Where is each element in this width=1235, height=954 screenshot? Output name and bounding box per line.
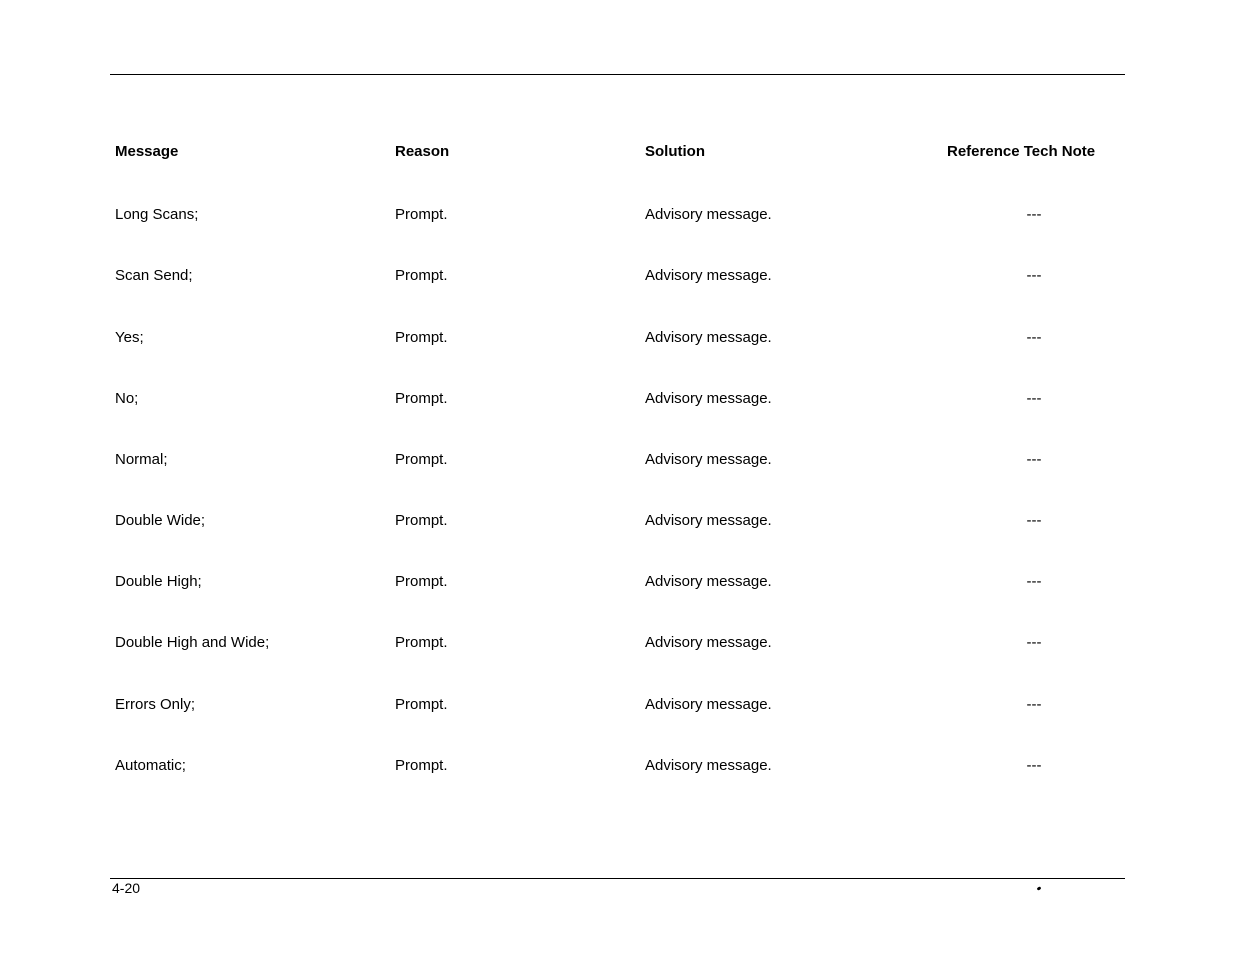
column-header-solution: Solution [645,143,705,160]
message-cell: Automatic; [115,757,186,774]
reason-cell: Prompt. [395,206,448,223]
message-cell: Double High and Wide; [115,634,270,651]
reason-cell: Prompt. [395,267,448,284]
reason-cell: Prompt. [395,634,448,651]
solution-cell: Advisory message. [645,267,772,284]
solution-cell: Advisory message. [645,206,772,223]
message-cell: Scan Send; [115,267,193,284]
message-cell: No; [115,390,139,407]
message-cell: Double High; [115,573,202,590]
message-cell: Normal; [115,451,168,468]
reference-cell: --- [1026,696,1042,713]
reference-cell: --- [1026,390,1042,407]
reference-cell: --- [1026,573,1042,590]
footer-rule [110,878,1125,879]
reference-cell: --- [1026,757,1042,774]
reference-cell: --- [1026,267,1042,284]
message-cell: Yes; [115,329,144,346]
column-header-reason: Reason [395,143,450,160]
solution-cell: Advisory message. [645,451,772,468]
reason-cell: Prompt. [395,390,448,407]
column-header-message: Message [115,143,179,160]
footer-mark [1037,886,1042,891]
reason-cell: Prompt. [395,696,448,713]
solution-cell: Advisory message. [645,329,772,346]
reason-cell: Prompt. [395,329,448,346]
reference-cell: --- [1026,512,1042,529]
solution-cell: Advisory message. [645,512,772,529]
message-cell: Errors Only; [115,696,196,713]
reference-cell: --- [1026,451,1042,468]
solution-cell: Advisory message. [645,634,772,651]
message-cell: Long Scans; [115,206,199,223]
solution-cell: Advisory message. [645,696,772,713]
column-header-reference: Reference Tech Note [947,143,1096,160]
reason-cell: Prompt. [395,757,448,774]
message-cell: Double Wide; [115,512,206,529]
reason-cell: Prompt. [395,573,448,590]
solution-cell: Advisory message. [645,573,772,590]
reference-cell: --- [1026,329,1042,346]
reason-cell: Prompt. [395,451,448,468]
solution-cell: Advisory message. [645,757,772,774]
reference-cell: --- [1026,206,1042,223]
header-rule [110,74,1125,75]
reason-cell: Prompt. [395,512,448,529]
reference-cell: --- [1026,634,1042,651]
page-number: 4-20 [112,880,141,896]
solution-cell: Advisory message. [645,390,772,407]
